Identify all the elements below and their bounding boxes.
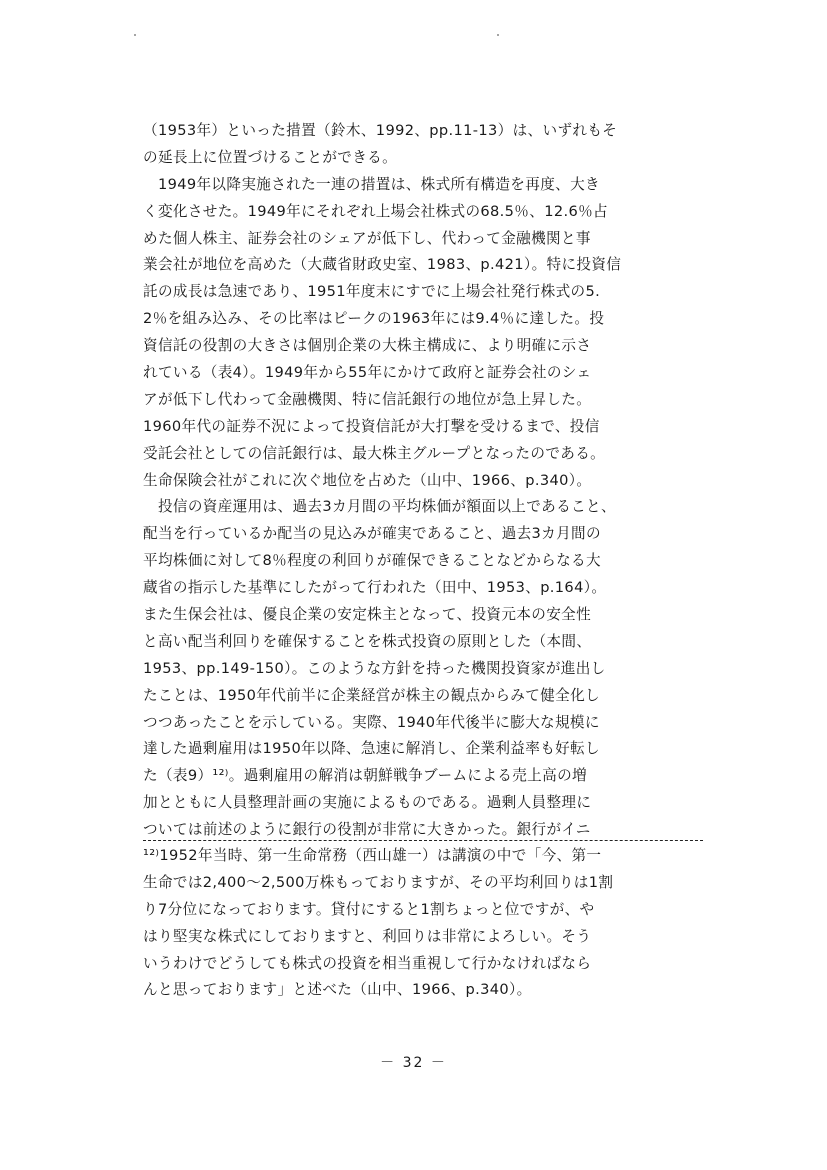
main-body-text xyxy=(143,118,701,844)
body-line: 業会社が地位を高めた（大蔵省財政史室、1983、p.421）。特に投資信 xyxy=(143,256,622,274)
body-line: 配当を行っているか配当の見込みが確実であること、過去3カ月間の xyxy=(143,525,601,543)
body-line: （1953年）といった措置（鈴木、1992、pp.11-13）は、いずれもそ xyxy=(143,122,618,139)
body-line: 託の成長は急速であり、1951年度末にすでに上場会社発行株式の5. xyxy=(143,283,601,301)
scan-speck xyxy=(134,34,136,36)
body-line: の延長上に位置づけることができる。 xyxy=(143,148,398,166)
page-number: － 32 － xyxy=(380,1055,447,1071)
footnote-line: いうわけでどうしても株式の投資を相当重視して行かなければなら xyxy=(143,954,592,972)
body-line: つつあったことを示している。実際、1940年代後半に膨大な規模に xyxy=(143,713,600,731)
footnote-line: 生命では2,400〜2,500万株もっておりますが、その平均利回りは1割 xyxy=(143,873,614,891)
body-line: 生命保険会社がこれに次ぐ地位を占めた（山中、1966、p.340）。 xyxy=(143,471,592,489)
footnote-rule xyxy=(143,840,703,841)
body-line: 受託会社としての信託銀行は、最大株主グループとなったのである。 xyxy=(143,444,606,462)
body-line: また生保会社は、優良企業の安定株主となって、投資元本の安全性 xyxy=(143,606,592,624)
body-line: たことは、1950年代前半に企業経営が株主の観点からみて健全化し xyxy=(143,686,600,704)
body-line: 蔵省の指示した基準にしたがって行われた（田中、1953、p.164）。 xyxy=(143,579,607,597)
body-line: く変化させた。1949年にそれぞれ上場会社株式の68.5％、12.6％占 xyxy=(143,202,608,220)
body-line: ついては前述のように銀行の役割が非常に大きかった。銀行がイニ xyxy=(143,821,591,839)
body-line: 1949年以降実施された一連の措置は、株式所有構造を再度、大き xyxy=(143,175,600,193)
footnote-line: ¹²⁾1952年当時、第一生命常務（西山雄一）は講演の中で「今、第一 xyxy=(143,847,602,864)
body-line: と高い配当利回りを確保することを株式投資の原則とした（本間、 xyxy=(143,632,592,650)
body-line: アが低下し代わって金融機関、特に信託銀行の地位が急上昇した。 xyxy=(143,390,592,408)
body-line: 投信の資産運用は、過去3カ月間の平均株価が額面以上であること、 xyxy=(143,498,616,516)
body-line: 資信託の役割の大きさは個別企業の大株主構成に、より明確に示さ xyxy=(143,337,592,355)
body-line: 2％を組み込み、その比率はピークの1963年には9.4％に達した。投 xyxy=(143,310,605,328)
body-line: 加とともに人員整理計画の実施によるものである。過剰人員整理に xyxy=(143,794,592,812)
scan-speck xyxy=(497,34,499,36)
footnote-line: り7分位になっております。貸付にすると1割ちょっと位ですが、や xyxy=(143,900,595,918)
body-line: 1960年代の証券不況によって投資信託が大打撃を受けるまで、投信 xyxy=(143,417,600,435)
body-line: めた個人株主、証券会社のシェアが低下し、代わって金融機関と事 xyxy=(143,229,591,247)
footnote-line: んと思っております」と述べた（山中、1966、p.340）。 xyxy=(143,981,532,999)
body-line: 1953、pp.149-150）。このような方針を持った機関投資家が進出し xyxy=(143,659,606,677)
footnote xyxy=(143,840,703,1004)
body-line: 平均株価に対して8％程度の利回りが確保できることなどからなる大 xyxy=(143,552,601,570)
body-line: た（表9）¹²⁾。過剰雇用の解消は朝鮮戦争ブームによる売上高の増 xyxy=(143,767,587,785)
body-line: 達した過剰雇用は1950年以降、急速に解消し、企業利益率も好転し xyxy=(143,740,600,758)
footnote-line: はり堅実な株式にしておりますと、利回りは非常によろしい。そう xyxy=(143,927,592,945)
body-line: れている（表4）。1949年から55年にかけて政府と証券会社のシェ xyxy=(143,364,592,382)
